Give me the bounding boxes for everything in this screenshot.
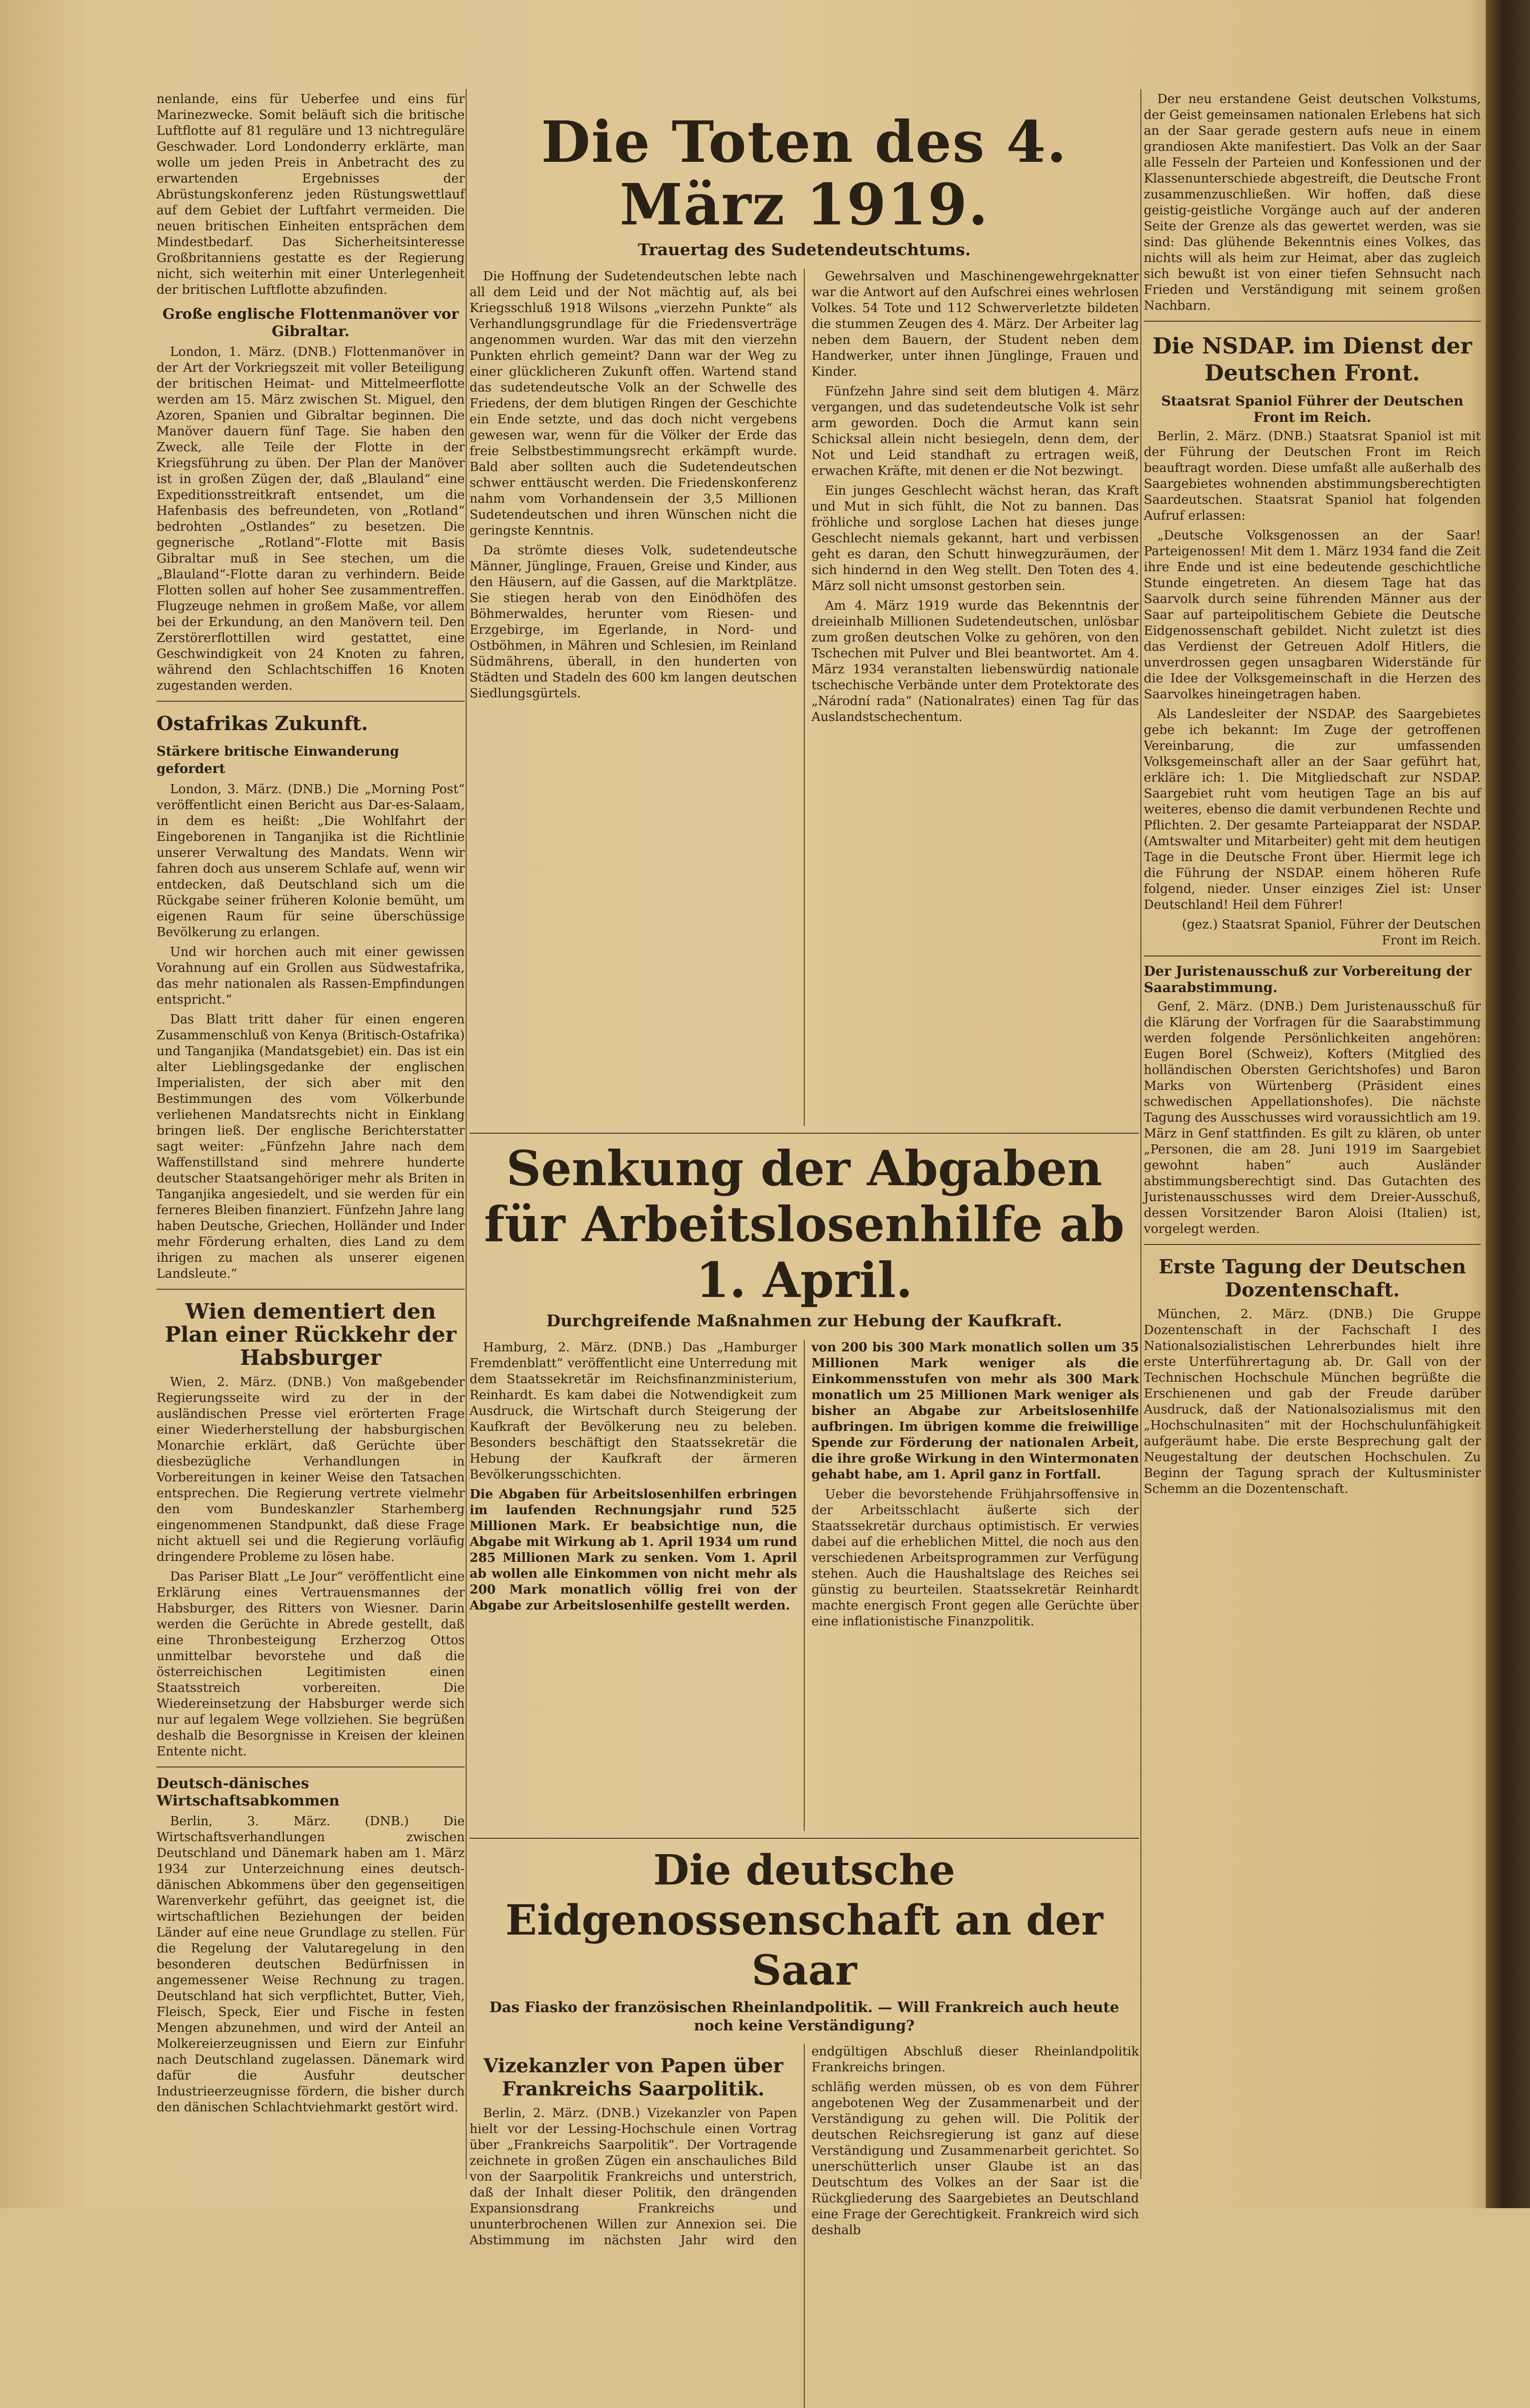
article-text: Der neu erstandene Geist deutschen Volkstums, der Geist gemeinsamen nationalen Erlebens hat sich an der Saar gerade gestern aufs neue in einem grandiosen Akte manifestiert. Das Volk an der Saar alle Fesseln der Parteien und Konfessionen und der Klassenunterschiede abgestreift, die Deutsche Front zusammenzuschließen. Wir hoffen, daß diese geistig-geistliche Vorgänge auch auf der anderen Seite der Grenze als das gewertet werden, was sie sind: Das glühende Bekenntnis eines Volkes, das nichts will als heim zur Heimat, aber das zugleich sich bewußt ist von einer tiefen Sehnsucht nach Frieden und Verständigung mit seinem großen Nachbarn. [1144,92,1481,313]
article-text: Hamburg, 2. März. (DNB.) Das „Hamburger Fremdenblatt“ veröffentlicht eine Unterredung mit dem Staatssekretär im Reichsfinanzministerium, Reinhardt. Es kam dabei die Notwendigkeit zum Ausdruck, die Wirtschaft durch Steigerung der Kaufkraft der Bevölkerung neu zu beleben. Besonders beschäftigt den Staatssekretär die Hebung der Kaufkraft der ärmeren Bevölkerungsschichten. [470,1340,797,1482]
page-gutter [1486,0,1530,2208]
article-text: Berlin, 3. März. (DNB.) Die Wirtschaftsverhandlungen zwischen Deutschland und Dänemark haben am 1. März 1934 zur Unterzeichnung eines deutsch-dänischen Abkommens über den gegenseitigen Warenverkehr geführt, das geeignet ist, die wirtschaftlichen Beziehungen der beiden Länder auf eine neue Grundlage zu stellen. Für die Regelung der Valutaregelung in den besonderen deutschen Bedürfnissen in angemessener Weise Rechnung zu tragen. Deutschland hat sich verpflichtet, Butter, Vieh, Fleisch, Speck, Eier und Fische in festen Mengen abzunehmen, und wird der Anteil an Molkereierzeugnissen und Eiern zur Einfuhr nach Deutschland zugelassen. Dänemark wird dafür die Ausfuhr deutscher Industrieerzeugnisse fördern, die bisher durch den dänischen Schlachtviehmarkt gestört wird. [157,1814,465,2115]
eidgenossenschaft-article [470,2044,1139,2408]
article-text: London, 1. März. (DNB.) Flottenmanöver in der Art der Vorkriegszeit mit voller Beteiligung der britischen Heimat- und Mittelmeerflotte werden am 15. März zwischen St. Miguel, den Azoren, Spanien und Gibraltar beginnen. Die Manöver dauern fünf Tage. Sie haben den Zweck, alle Teile der Flotte in der Kriegsführung zu üben. Der Plan der Manöver ist in großen Zügen der, daß „Blauland“ eine Expeditionsstreitkraft entsendet, um die Hafenbasis des befreundeten, von „Rotland“ bedrohten „Ostlandes“ zu besetzen. Die gegnerische „Rotland“-Flotte mit Basis Gibraltar muß in See stechen, um die „Blauland“-Flotte daran zu verhindern. Beide Flotten sollen auf hoher See zusammentreffen. Flugzeuge nehmen in großem Maße, vor allem bei der Erkundung, an den Manövern teil. Den Zerstörerflottillen wird gestattet, eine Geschwindigkeit von 24 Knoten zu fahren, während den Schlachtschiffen 16 Knoten zugestanden werden. [157,345,465,693]
column-center [470,96,1139,2248]
subheadline-senkung: Durchgreifende Maßnahmen zur Hebung der Kaufkraft. [546,1311,1062,1331]
article-text: Das Pariser Blatt „Le Jour“ veröffentlicht eine Erklärung eines Vertrauensmannes der Habsburger, des Ritters von Wiesner. Darin werden die Gerüchte in Abrede gestellt, daß eine Thronbesteigung Erzherzog Ottos unmittelbar bevorstehe und daß die österreichischen Legitimisten einen Staatsstreich vorbereiten. Die Wiedereinsetzung der Habsburger werde sich nur auf legalem Wege vollziehen. Sie begrüßen deshalb die Besorgnisse in Kreisen der kleinen Entente nicht. [157,1570,465,1759]
headline-dozentenschaft: Erste Tagung der Deutschen Dozentenschaft. [1158,1256,1466,1301]
article-text: schläfig werden müssen, ob es von dem Führer angebotenen Weg der Zusammenarbeit und der Verständigung zu gehen will. Die Politik der deutschen Reichsregierung ist ganz auf diese Verständigung und Zusammenarbeit gerichtet. So unerschütterlich unser Glaube ist an das Deutschtum des Volkes an der Saar ist die Rückgliederung des Saargebietes an Deutschland eine Frage der Gerechtigkeit. Frankreich wird sich deshalb [811,2080,1139,2238]
column-right [1144,92,1481,2186]
divider [1144,955,1481,956]
headline-wien: Wien dementiert den Plan einer Rückkehr der Habsburger [165,1299,457,1370]
divider [157,1289,465,1290]
headline-flotte: Große englische Flottenmanöver vor Gibraltar. [162,306,459,340]
article-text: Berlin, 2. März. (DNB.) Staatsrat Spaniol ist mit der Führung der Deutschen Front im Reich beauftragt worden. Diese umfaßt alle außerhalb des Saargebietes wohnenden abstimmungsberechtigten Saardeutschen. Staatsrat Spaniol hat folgenden Aufruf erlassen: [1144,429,1481,523]
article-text: Ein junges Geschlecht wächst heran, das Kraft und Mut in sich fühlt, die Not zu bannen. Das fröhliche und sorglose Lachen hat dieses junge Geschlecht niemals gekannt, hart und verbissen geht es daran, den Schutt hinwegzuräumen, der sich hindernd in den Weg stellt. Den Toten des 4. März soll nicht umsonst gestorben sein. [811,484,1139,593]
column-left [157,92,465,2186]
article-text: Da strömte dieses Volk, sudetendeutsche Männer, Jünglinge, Frauen, Greise und Kinder, aus den Häusern, auf die Gassen, auf die Marktplätze. Sie stiegen herab von den Einödhöfen des Böhmerwaldes, herunter vom Riesen- und Erzgebirge, im Egerlande, in Nord- und Ostböhmen, in Mähren und Schlesien, im Reinland Südmährens, überall, in den hunderten von Städten und Stadeln des 600 km langen deutschen Siedlungsgürtels. [470,543,797,701]
article-highlight: von 200 bis 300 Mark monatlich sollen um 35 Millionen Mark weniger als die Einkommensstufen von mehr als 300 Mark monatlich um 25 Millionen Mark weniger als bisher an Abgabe zur Arbeitslosenhilfe aufbringen. Im übrigen komme die freiwillige Spende zur Förderung der nationalen Arbeit, die ihre große Wirkung in den Wintermonaten gehabt habe, am 1. April ganz in Fortfall. [811,1340,1139,1482]
subheadline-eidgenossenschaft: Das Fiasko der französischen Rheinlandpolitik. — Will Frankreich auch heute noch keine Verständigung? [489,1999,1119,2034]
article-text: Gewehrsalven und Maschinengewehrgeknatter war die Antwort auf den Aufschrei eines wehrlosen Volkes. 54 Tote und 112 Schwerverletzte bildeten die stummen Zeugen des 4. März. Der Arbeiter lag neben dem Bauern, der Student neben dem Handwerker, unter ihnen Jünglinge, Frauen und Kinder. [811,269,1139,379]
article-text: Wien, 2. März. (DNB.) Von maßgebender Regierungsseite wird zu der in der ausländischen Presse viel erörterten Frage einer Wiederherstellung der habsburgischen Monarchie erklärt, daß Gerüchte über diesbezügliche Verhandlungen in Vorbereitungen in keiner Weise den Tatsachen entsprechen. Die Regierung vertrete vielmehr den vom Bundeskanzler Starhemberg eingenommenen Standpunkt, daß diese Frage nicht aktuell sei und die Regierung vorläufig dringendere Probleme zu lösen habe. [157,1375,465,1564]
headline-papen: Vizekanzler von Papen über Frankreichs Saarpolitik. [483,2055,784,2100]
article-text: Und wir horchen auch mit einer gewissen Vorahnung auf ein Grollen aus Südwestafrika, das mehr nationalen als Rassen-Empfindungen entspricht.“ [157,945,465,1007]
headline-senkung-1: Senkung der Abgaben [506,1140,1102,1197]
article-highlight: Die Abgaben für Arbeitslosenhilfen erbringen im laufenden Rechnungsjahr rund 525 Millionen Mark. Er beabsichtige nun, die Abgabe mit Wirkung ab 1. April 1934 um rund 285 Millionen Mark zu senken. Vom 1. April ab wollen alle Einkommen von nicht mehr als 200 Mark monatlich völlig frei von der Abgabe zur Arbeitslosenhilfe gestellt werden. [470,1487,797,1613]
headline-juristen: Der Juristenausschuß zur Vorbereitung der Saarabstimmung. [1144,963,1472,995]
divider [1144,321,1481,322]
article-text: Das Blatt tritt daher für einen engeren Zusammenschluß von Kenya (Britisch-Ostafrika) und Tanganjika (Mandatsgebiet) ein. Das ist ein alter Lieblingsgedanke der englischen Imperialisten, der sich aber mit den Bestimmungen des vom Völkerbunde verliehenen Mandatsrechts nicht in Einklang bringen ließ. Der englische Berichterstatter sagt weiter: „Fünfzehn Jahre nach dem Waffenstillstand sind mehrere hunderte deutscher Staatsangehöriger mehr als Briten in Tanganjika angesiedelt, und sie werden für ein ferneres Bleiben finanziert. Fünfzehn Jahre lang haben Deutsche, Griechen, Holländer und Inder mehr Förderung erhalten, dies Land zu dem ihrigen zu machen als unserer eigenen Landsleute.“ [157,1012,465,1281]
article-text: Fünfzehn Jahre sind seit dem blutigen 4. März vergangen, und das sudetendeutsche Volk ist sehr arm geworden. Doch die Armut kann sein Schicksal allein nicht besiegeln, denn dem, der Not und Leid standhaft zu ertragen weiß, erwachen Kräfte, mit denen er die Not bezwingt. [811,384,1139,478]
subheadline-nsdap: Staatsrat Spaniol Führer der Deutschen Front im Reich. [1161,393,1464,425]
article-text: Genf, 2. März. (DNB.) Dem Juristenausschuß für die Klärung der Vorfragen für die Saarabstimmung werden folgende Persönlichkeiten angehören: Eugen Borel (Schweiz), Kofters (Mitglied des holländischen Obersten Gerichtshofes) und Baron Marks von Würtenberg (Präsident eines schwedischen Appellationshofes). Die nächste Tagung des Ausschusses wird voraussichtlich am 19. März in Genf stattfinden. Es gilt zu klären, ob unter „Personen, die am 28. Juni 1919 im Saargebiet gewohnt haben“ auch Ausländer abstimmungsberechtigt sind. Das Gutachten des Juristenausschusses wird dem Dreier-Ausschuß, dessen Vorsitzender Baron Aloisi (Italien) ist, vorgelegt werden. [1144,999,1481,1236]
main-subheadline: Trauertag des Sudetendeutschtums. [638,240,971,260]
subheadline-ostafrika: Stärkere britische Einwanderung gefordert [157,744,399,776]
article-text: nenlande, eins für Ueberfee und eins für Marinezwecke. Somit beläuft sich die britische Luftflotte auf 81 reguläre und 13 nichtreguläre Geschwader. Lord Londonderry erklärte, man wolle um jeden Preis in Anbetracht des zu erwartenden Ergebnisses der Abrüstungskonferenz jeden Rüstungswettlauf auf dem Gebiet der Luftfahrt vermeiden. Die neuen britischen Einheiten entsprächen dem Mindestbedarf. Das Sicherheitsinteresse Großbritanniens gestatte es der Regierung nicht, sich weiterhin mit einer Unterlegenheit der britischen Luftflotte abzufinden. [157,92,465,297]
headline-nsdap: Die NSDAP. im Dienst der Deutschen Front. [1152,333,1472,386]
divider [1144,1244,1481,1245]
headline-daenemark: Deutsch-dänisches Wirtschaftsabkommen [157,1775,340,1809]
divider [470,1838,1139,1839]
article-text: Die Hoffnung der Sudetendeutschen lebte nach all dem Leid und der Not mächtig auf, als bei Kriegsschluß 1918 Wilsons „vierzehn Punkte“ als Verhandlungsgrundlage für die Friedensverträge angenommen wurden. War das mit den vierzehn Punkten ehrlich gemeint? Dann war der Weg zu einer glücklicheren Zukunft offen. Wartend stand das sudetendeutsche Volk an der Schwelle des Friedens, der dem blutigen Ringen der Geschichte ein Ende setzte, und das doch nicht vergebens gewesen war, wenn für die Völker der Erde das freie Selbstbestimmungsrecht erkämpft wurde. Bald aber sollten auch die Sudetendeutschen schwer enttäuscht werden. Die Friedenskonferenz nahm vom Vorhandensein der 3,5 Millionen Sudetendeutschen und ihren Wünschen nicht die geringste Kenntnis. [470,269,797,538]
column-rule [1140,89,1141,2179]
article-text: London, 3. März. (DNB.) Die „Morning Post“ veröffentlicht einen Bericht aus Dar-es-Salaam, in dem es heißt: „Die Wohlfahrt der Eingeborenen in Tanganjika ist die Richtlinie unserer Verwaltung des Mandats. Wenn wir fahren doch aus unserem Schlafe auf, wenn wir entdecken, daß Deutschland sich um die Rückgabe seiner früheren Kolonie bemüht, um eigenen Raum für seine überschüssige Bevölkerung zu erlangen. [157,782,465,940]
article-text: Als Landesleiter der NSDAP. des Saargebietes gebe ich bekannt: Im Zuge der getroffenen Vereinbarung, die zur umfassenden Volksgemeinschaft aller an der Saar geführt hat, erkläre ich: 1. Die Mitgliedschaft zur NSDAP. Saargebiet ruht vom heutigen Tage an bis auf weiteres, ebenso die damit verbundenen Rechte und Pflichten. 2. Der gesamte Parteiapparat der NSDAP. (Amtswalter und Mitarbeiter) geht mit dem heutigen Tage in die Deutsche Front über. Hiermit lege ich die Führung der NSDAP. einem höheren Rufe folgend, nieder. Unser einziges Ziel ist: Unser Deutschland! Heil dem Führer! [1144,707,1481,912]
headline-senkung-2: für Arbeitslosenhilfe ab 1. April. [484,1196,1125,1309]
signature-line: (gez.) Staatsrat Spaniol, Führer der Deutschen Front im Reich. [1182,917,1481,948]
main-headline: Die Toten des 4. März 1919. [541,108,1068,238]
divider [157,701,465,702]
headline-ostafrika: Ostafrikas Zukunft. [157,712,368,735]
article-text: Berlin, 2. März. (DNB.) Vizekanzler von Papen hielt vor der Lessing-Hochschule einen Vortrag über „Frankreichs Saarpolitik“. Der Vortragende zeichnete in großen Zügen ein anschauliches Bild von der Saarpolitik Frankreichs und unterstrich, daß der Inhalt dieser Politik, den drängenden Expansionsdrang Frankreichs und ununterbrochenen Willen zur Annexion sei. Die Abstimmung im nächsten Jahr wird den endgültigen Abschluß dieser Rheinlandpolitik Frankreichs bringen. [470,2044,1139,2248]
main-article [470,269,1139,1126]
article-text: Ueber die bevorstehende Frühjahrsoffensive in der Arbeitsschlacht äußerte sich der Staatssekretär durchaus optimistisch. Er verwies dabei auf die erheblichen Mittel, die noch aus den verschiedenen Arbeitsprogrammen zur Verfügung stehen. Auch die Haushaltslage des Reiches sei günstig zu beurteilen. Staatssekretär Reinhardt machte energisch Front gegen alle Gerüchte über eine inflationistische Finanzpolitik. [811,1487,1139,1629]
article-text: Am 4. März 1919 wurde das Bekenntnis der dreieinhalb Millionen Sudetendeutschen, unlösbar zum großen deutschen Volke zu gehören, von den Tschechen mit Pulver und Blei beantwortet. Am 4. März 1934 veranstalten liebenswürdig nationale tschechische Verbände unter dem Protektorate des „Národní rada“ (Nationalrates) einen Tag für das Auslandstschechentum. [811,599,1139,724]
headline-eidgenossenschaft: Die deutsche Eidgenossenschaft an der Saar [505,1846,1103,1995]
article-text: „Deutsche Volksgenossen an der Saar! Parteigenossen! Mit dem 1. März 1934 fand die Zeit ihre Ende und ist eine bedeutende geschichtliche Stunde eingetreten. An diesem Tage hat das Saarvolk durch seine führenden Männer aus der Saar auf parteipolitischem Gebiete die Deutsche Eidgenossenschaft gebildet. Nicht zuletzt ist dies das Verdienst der Getreuen Adolf Hitlers, die unverdrossen gegen unsagbaren Widerstände für die Idee der Volksgemeinschaft in die Herzen des Saarvolkes hineingetragen haben. [1144,528,1481,702]
senkung-article [470,1340,1139,1831]
article-text: München, 2. März. (DNB.) Die Gruppe Dozentenschaft in der Fachschaft I des Nationalsozialistischen Lehrerbundes hielt ihre erste Unterführertagung ab. Dr. Gall von der Technischen Hochschule München begrüßte die Erschienenen und gab der Freude darüber Ausdruck, daß der Nationalsozialismus mit den „Hochschulnasiten“ mit der Hochschulunfähigkeit aufgeräumt habe. Die erste Besprechung galt der Neugestaltung der deutschen Hochschulen. Zu Beginn der Tagung sprach der Kultusminister Schemm an die Dozentenschaft. [1144,1307,1481,1496]
column-rule [466,89,467,2179]
divider [470,1133,1139,1134]
